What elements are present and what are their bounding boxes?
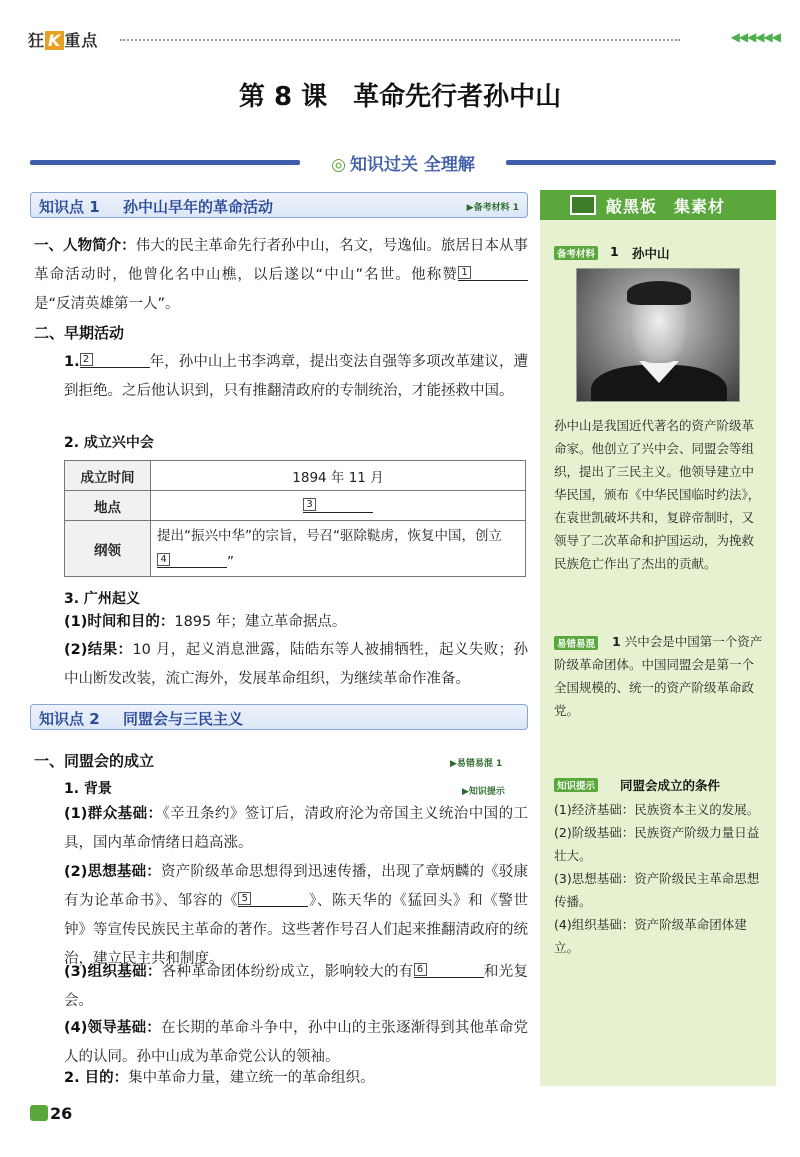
fill-blank-1[interactable]: 1 — [458, 265, 528, 281]
fill-blank-4[interactable]: 4 — [157, 552, 227, 568]
purpose-line: 2. 目的：集中革命力量，建立统一的革命组织。 — [64, 1070, 375, 1086]
background-point-3: (3)组织基础：各种革命团体纷纷成立，影响较大的有 6 和光复会。 — [64, 964, 529, 1009]
fill-blank-2[interactable]: 2 — [80, 352, 150, 368]
fill-blank-5[interactable]: 5 — [238, 891, 308, 907]
hint-item: (2)阶级基础：民族资产阶级力量日益壮大。 — [554, 825, 760, 863]
knowledge-point-1-header: 知识点 1 孙中山早年的革命活动 ▶备考材料 1 — [30, 192, 528, 218]
guangzhou-point-1: (1)时间和目的：1895 年；建立革命据点。 — [64, 614, 347, 630]
confusion-tag: ▶易错易混 1 — [450, 759, 503, 769]
fill-blank-6[interactable]: 6 — [414, 962, 484, 978]
person-intro: 一、人物简介：伟大的民主革命先行者孙中山，名文，号逸仙。旅居日本从事革命活动时，他曾化名中山樵，以后遂以“中山”名世。他称赞 1 是“反清英雄第一人”。 — [34, 238, 529, 312]
arrow-decoration-icon: ◀◀◀◀◀◀ — [730, 30, 780, 44]
brand-logo: 狂 K 重点 — [28, 31, 99, 50]
reference-tag: ▶备考材料 1 — [466, 203, 519, 213]
hint-item: (4)组织基础：资产阶级革命团体建立。 — [554, 917, 747, 955]
background-point-4: (4)领导基础：在长期的革命斗争中，孙中山的主张逐渐得到其他革命党人的认同。孙中山成为革命党公认的领袖。 — [64, 1020, 529, 1065]
blackboard-icon — [570, 195, 596, 215]
page-number: 26 — [30, 1104, 72, 1123]
dotted-divider — [120, 39, 680, 41]
top-bar — [28, 28, 780, 50]
lesson-title: 第 8 课 革命先行者孙中山 — [238, 82, 562, 112]
material-text: 孙中山是我国近代著名的资产阶级革命家。他创立了兴中会、同盟会等组织，提出了三民主义。他领导建立中华民国，颁布《中华民国临时约法》，在袁世凯破坏共和，复辟帝制时，又领导了二次革命和护国运动，为挽救民族危亡作出了杰出的贡献。 — [554, 418, 761, 571]
item-3-heading: 3. 广州起义 — [64, 591, 140, 607]
background-point-2: (2)思想基础：资产阶级革命思想得到迅速传播，出现了章炳麟的《驳康有为论革命书》、邹容的《 5 》、陈天华的《猛回头》和《警世钟》等宣传民族民主革命的著作。这些著作号召人们起来推翻清政府的统治，建立民主共和制度。 — [64, 864, 529, 967]
hint-label: 知识提示 — [554, 778, 598, 792]
hint-list — [554, 798, 766, 959]
background-heading: 1. 背景 — [64, 781, 112, 797]
hint-title: 同盟会成立的条件 — [620, 778, 721, 793]
confusion-text: 1 兴中会是中国第一个资产阶级革命团体。中国同盟会是第一个全国规模的、统一的资产阶级革命政党。 — [554, 634, 763, 718]
guangzhou-point-2: (2)结果：10 月，起义消息泄露，陆皓东等人被捕牺牲，起义失败；孙中山断发改装，流亡海外，发展革命组织，为继续革命作准备。 — [64, 642, 529, 687]
hint-tag: ▶知识提示 — [462, 787, 505, 797]
hint-item: (3)思想基础：资产阶级民主革命思想传播。 — [554, 871, 760, 909]
confusion-label: 易错易混 — [554, 636, 598, 650]
book-icon — [30, 1105, 48, 1121]
section-title: ◎ 知识过关 全理解 — [331, 155, 475, 175]
knowledge-point-2-header: 知识点 2 同盟会与三民主义 — [30, 704, 528, 730]
banner-line-left — [30, 160, 300, 165]
material-number: 1 — [610, 244, 619, 259]
xingzhonghui-table: 成立时间 1894 年 11 月 地点 3 纲领 提出“振兴中华”的宗旨，号召“驱除鞑虏，恢复中国，创立 4 ” — [64, 460, 526, 577]
alliance-founding-heading: 一、同盟会的成立 — [34, 752, 155, 770]
hint-item: (1)经济基础：民族资本主义的发展。 — [554, 802, 760, 817]
material-title: 孙中山 — [632, 246, 670, 261]
item-1: 1. 2 年，孙中山上书李鸿章，提出变法自强等多项改革建议，遭到拒绝。之后他认识到，只有推翻清政府的专制统治，才能拯救中国。 — [64, 354, 528, 399]
sun-yat-sen-portrait — [576, 268, 740, 402]
background-point-1: (1)群众基础：《辛丑条约》签订后，清政府沦为帝国主义统治中国的工具，国内革命情绪日趋高涨。 — [64, 806, 529, 851]
item-2-heading: 2. 成立兴中会 — [64, 435, 154, 451]
early-activities-heading: 二、早期活动 — [34, 324, 125, 342]
fill-blank-3[interactable]: 3 — [303, 497, 373, 513]
section-banner — [30, 150, 776, 174]
spiral-icon: ◎ — [331, 155, 346, 175]
banner-line-right — [506, 160, 776, 165]
sidebar — [540, 190, 776, 1086]
material-label: 备考材料 — [554, 246, 598, 260]
sidebar-header: 敲黑板 集素材 — [540, 190, 776, 220]
